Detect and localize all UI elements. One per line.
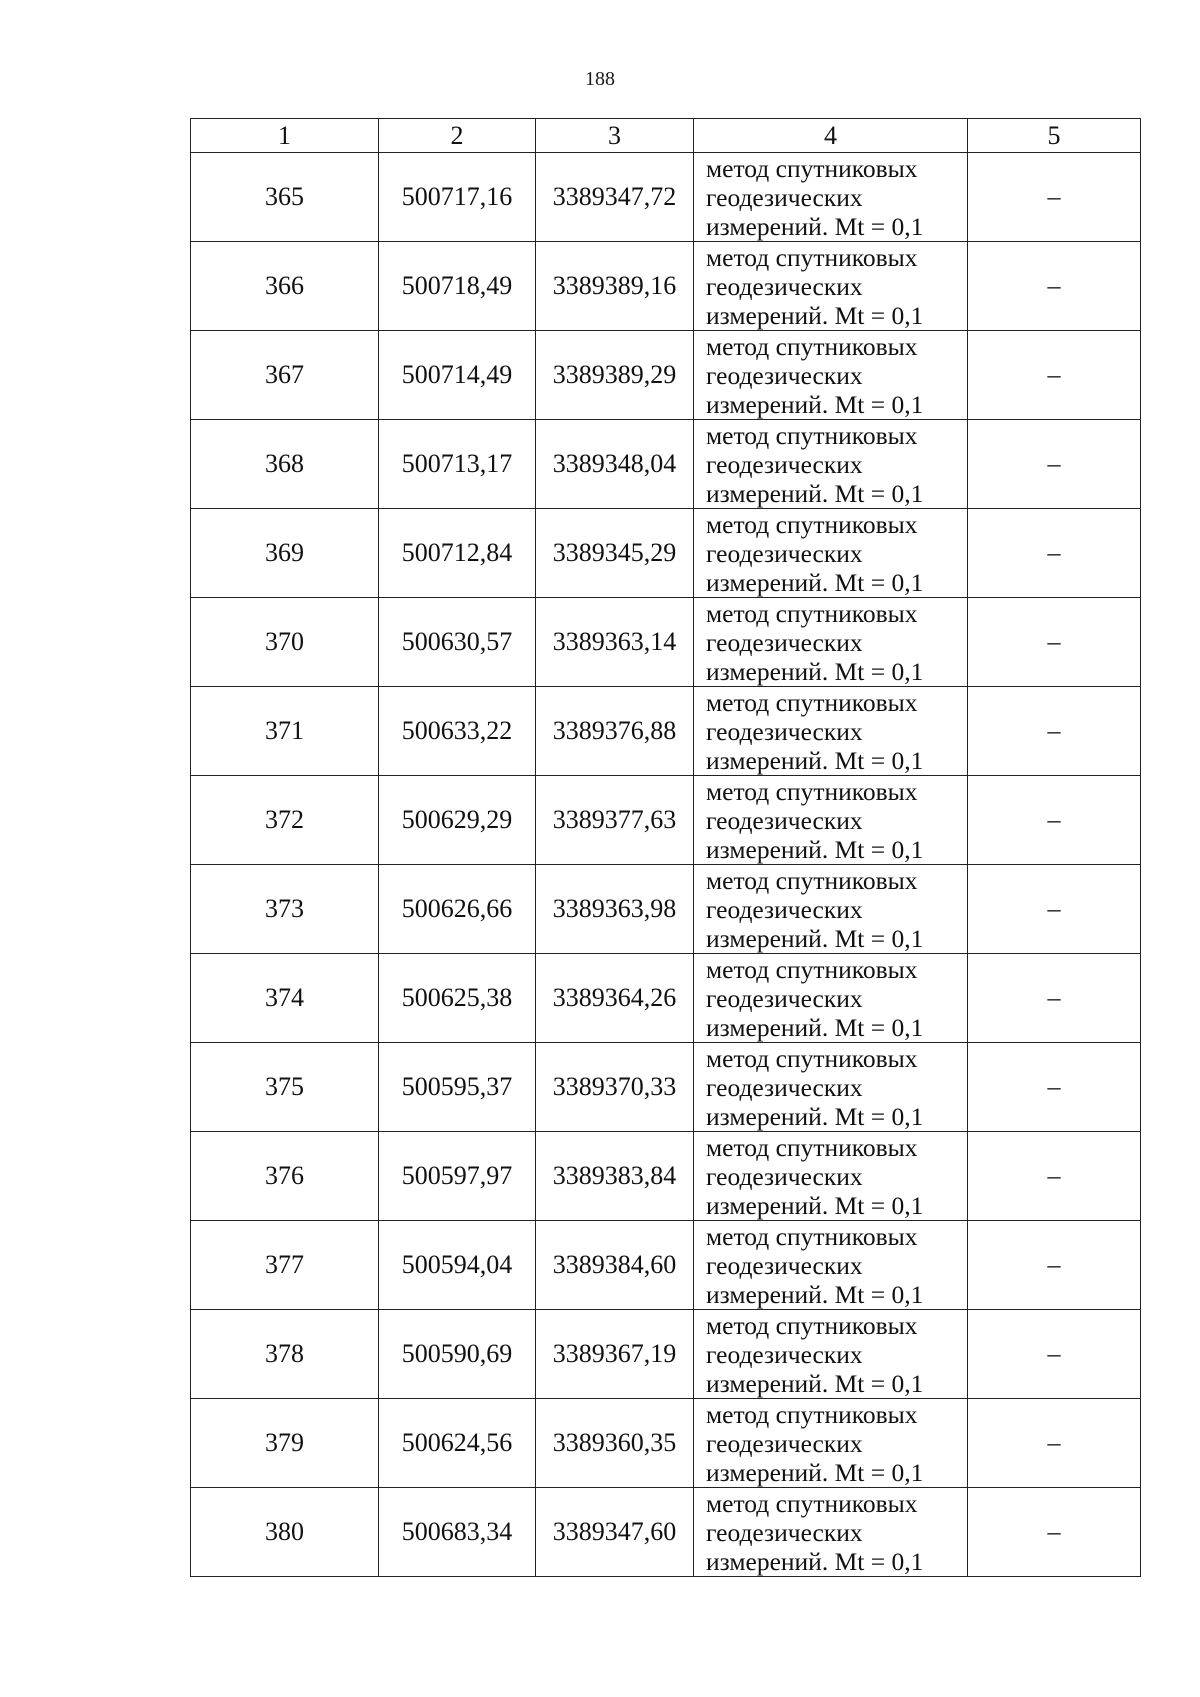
method-cell [694,687,968,776]
method-line: метод спутниковых [706,420,918,450]
point-number-cell: 372 [191,776,379,865]
note-cell: – [968,509,1141,598]
x-coordinate-cell: 500717,16 [379,153,536,242]
y-coordinate-cell: 3389363,14 [536,598,694,687]
method-line: измерений. Mt = 0,1 [706,656,924,686]
method-cell [694,1488,968,1577]
x-coordinate-cell: 500595,37 [379,1043,536,1132]
method-line: геодезических [706,1161,863,1191]
table-row [191,954,1141,1043]
method-line: измерений. Mt = 0,1 [706,211,924,241]
table-row [191,776,1141,865]
y-coordinate-cell: 3389370,33 [536,1043,694,1132]
y-coordinate-cell: 3389389,29 [536,331,694,420]
point-number-cell: 373 [191,865,379,954]
point-number-cell: 368 [191,420,379,509]
table-row [191,331,1141,420]
method-line: геодезических [706,449,863,479]
note-cell: – [968,1043,1141,1132]
note-cell: – [968,1132,1141,1221]
method-cell [694,1221,968,1310]
method-line: метод спутниковых [706,687,918,717]
table-header-row [191,119,1141,153]
method-cell [694,1399,968,1488]
table-row [191,1221,1141,1310]
table-row [191,1132,1141,1221]
method-line: геодезических [706,1517,863,1547]
point-number-cell: 379 [191,1399,379,1488]
x-coordinate-cell: 500625,38 [379,954,536,1043]
table-row [191,509,1141,598]
note-cell: – [968,420,1141,509]
note-cell: – [968,598,1141,687]
note-cell: – [968,331,1141,420]
method-cell [694,420,968,509]
table-row [191,687,1141,776]
table-row [191,1310,1141,1399]
x-coordinate-cell: 500714,49 [379,331,536,420]
point-number-cell: 371 [191,687,379,776]
y-coordinate-cell: 3389363,98 [536,865,694,954]
note-cell: – [968,242,1141,331]
method-line: измерений. Mt = 0,1 [706,745,924,775]
x-coordinate-cell: 500712,84 [379,509,536,598]
table-row [191,420,1141,509]
point-number-cell: 376 [191,1132,379,1221]
point-number-cell: 374 [191,954,379,1043]
note-cell: – [968,954,1141,1043]
method-line: метод спутниковых [706,954,918,984]
method-line: метод спутниковых [706,1310,918,1340]
point-number-cell: 366 [191,242,379,331]
method-line: метод спутниковых [706,776,918,806]
table-row [191,1488,1141,1577]
note-cell: – [968,1399,1141,1488]
method-cell [694,598,968,687]
x-coordinate-cell: 500626,66 [379,865,536,954]
note-cell: – [968,1488,1141,1577]
y-coordinate-cell: 3389389,16 [536,242,694,331]
method-line: геодезических [706,182,863,212]
note-cell: – [968,153,1141,242]
note-cell: – [968,687,1141,776]
note-cell: – [968,776,1141,865]
method-line: метод спутниковых [706,1488,918,1518]
column-header: 5 [968,119,1141,153]
table-row [191,242,1141,331]
method-line: измерений. Mt = 0,1 [706,300,924,330]
method-line: измерений. Mt = 0,1 [706,834,924,864]
method-cell [694,153,968,242]
x-coordinate-cell: 500629,29 [379,776,536,865]
x-coordinate-cell: 500718,49 [379,242,536,331]
x-coordinate-cell: 500713,17 [379,420,536,509]
method-line: геодезических [706,627,863,657]
table-row [191,1399,1141,1488]
method-line: геодезических [706,805,863,835]
y-coordinate-cell: 3389376,88 [536,687,694,776]
method-line: геодезических [706,1339,863,1369]
method-line: метод спутниковых [706,331,918,361]
column-header: 4 [694,119,968,153]
y-coordinate-cell: 3389360,35 [536,1399,694,1488]
method-line: метод спутниковых [706,865,918,895]
method-line: измерений. Mt = 0,1 [706,389,924,419]
method-line: геодезических [706,716,863,746]
method-cell [694,776,968,865]
method-line: измерений. Mt = 0,1 [706,1546,924,1576]
method-cell [694,865,968,954]
method-line: измерений. Mt = 0,1 [706,1457,924,1487]
table-row [191,1043,1141,1132]
y-coordinate-cell: 3389347,60 [536,1488,694,1577]
method-line: измерений. Mt = 0,1 [706,1012,924,1042]
table-row [191,865,1141,954]
method-line: метод спутниковых [706,1132,918,1162]
y-coordinate-cell: 3389384,60 [536,1221,694,1310]
page-number: 188 [585,68,615,90]
x-coordinate-cell: 500633,22 [379,687,536,776]
method-line: геодезических [706,894,863,924]
point-number-cell: 378 [191,1310,379,1399]
x-coordinate-cell: 500590,69 [379,1310,536,1399]
method-line: измерений. Mt = 0,1 [706,923,924,953]
x-coordinate-cell: 500624,56 [379,1399,536,1488]
point-number-cell: 367 [191,331,379,420]
method-line: геодезических [706,1072,863,1102]
method-cell [694,242,968,331]
x-coordinate-cell: 500683,34 [379,1488,536,1577]
point-number-cell: 365 [191,153,379,242]
method-line: измерений. Mt = 0,1 [706,567,924,597]
method-line: метод спутниковых [706,1043,918,1073]
method-line: метод спутниковых [706,509,918,539]
method-line: геодезических [706,538,863,568]
method-line: геодезических [706,271,863,301]
y-coordinate-cell: 3389348,04 [536,420,694,509]
method-line: метод спутниковых [706,153,918,183]
method-cell [694,331,968,420]
method-line: геодезических [706,360,863,390]
note-cell: – [968,865,1141,954]
column-header: 2 [379,119,536,153]
method-line: геодезических [706,983,863,1013]
y-coordinate-cell: 3389377,63 [536,776,694,865]
x-coordinate-cell: 500597,97 [379,1132,536,1221]
method-line: измерений. Mt = 0,1 [706,1279,924,1309]
method-line: измерений. Mt = 0,1 [706,1101,924,1131]
y-coordinate-cell: 3389345,29 [536,509,694,598]
note-cell: – [968,1221,1141,1310]
point-number-cell: 380 [191,1488,379,1577]
method-cell [694,509,968,598]
method-line: геодезических [706,1428,863,1458]
table-row [191,598,1141,687]
column-header: 3 [536,119,694,153]
point-number-cell: 369 [191,509,379,598]
coordinates-table [190,118,1141,1577]
method-cell [694,1132,968,1221]
method-line: метод спутниковых [706,1399,918,1429]
x-coordinate-cell: 500630,57 [379,598,536,687]
note-cell: – [968,1310,1141,1399]
point-number-cell: 377 [191,1221,379,1310]
point-number-cell: 375 [191,1043,379,1132]
method-cell [694,1310,968,1399]
method-cell [694,1043,968,1132]
method-line: измерений. Mt = 0,1 [706,1368,924,1398]
method-line: метод спутниковых [706,598,918,628]
method-cell [694,954,968,1043]
point-number-cell: 370 [191,598,379,687]
y-coordinate-cell: 3389383,84 [536,1132,694,1221]
y-coordinate-cell: 3389367,19 [536,1310,694,1399]
y-coordinate-cell: 3389347,72 [536,153,694,242]
column-header: 1 [191,119,379,153]
method-line: измерений. Mt = 0,1 [706,1190,924,1220]
x-coordinate-cell: 500594,04 [379,1221,536,1310]
method-line: измерений. Mt = 0,1 [706,478,924,508]
table-row [191,153,1141,242]
method-line: метод спутниковых [706,242,918,272]
y-coordinate-cell: 3389364,26 [536,954,694,1043]
method-line: геодезических [706,1250,863,1280]
method-line: метод спутниковых [706,1221,918,1251]
